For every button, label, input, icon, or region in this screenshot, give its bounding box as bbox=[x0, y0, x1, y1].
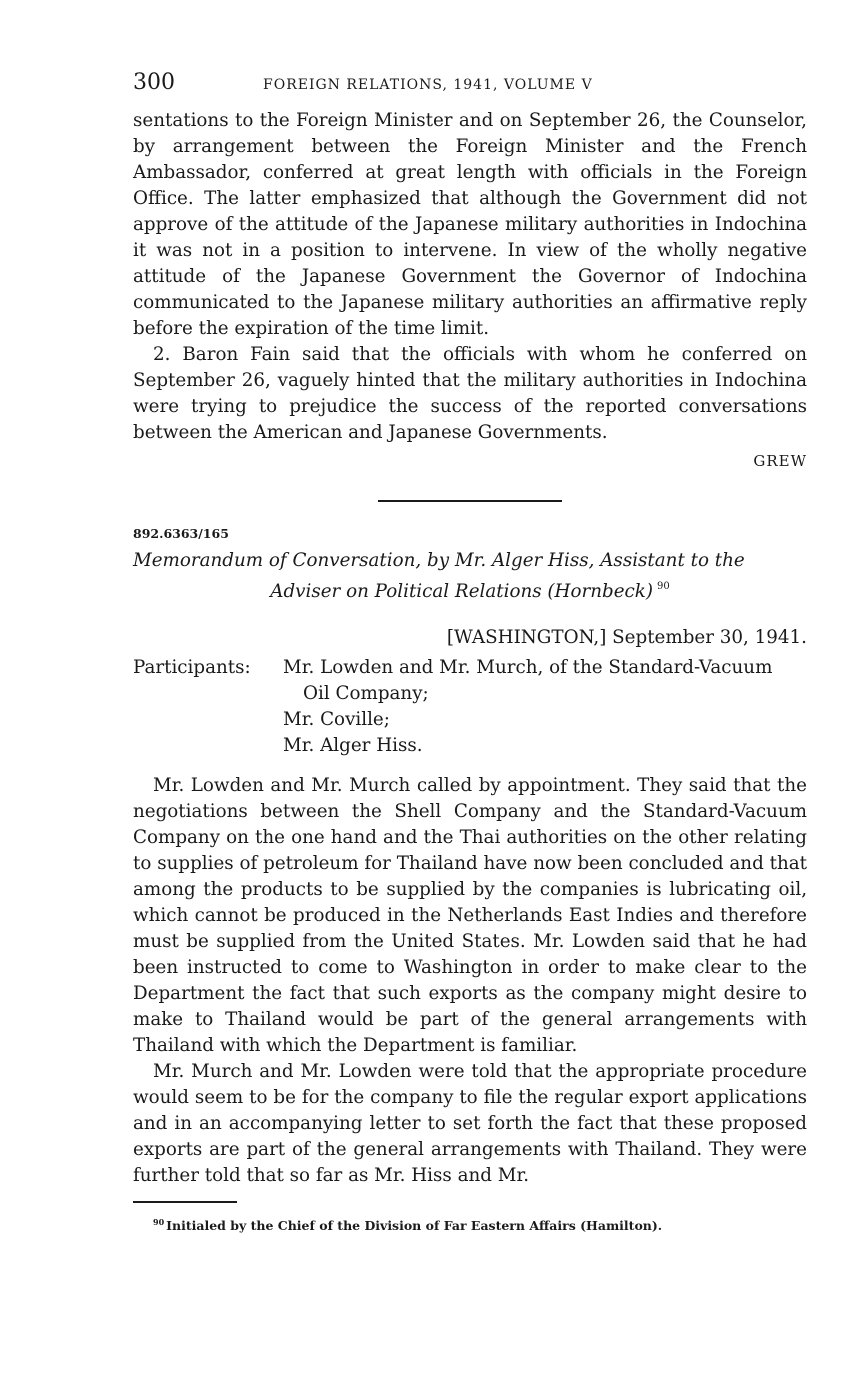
previous-paragraph-2: 2. Baron Fain said that the officials with whom he conferred on September 26, vaguely hinted that the military authorities in Indochina were trying to prejudice the success of the reported conversations between the American and Japanese Governments. bbox=[133, 344, 807, 443]
participants-list bbox=[283, 655, 807, 759]
memorandum-paragraph-1: Mr. Lowden and Mr. Murch called by appointment. They said that the negotiations between the Shell Company and the Standard-Vacuum Company on the one hand and the Thai authorities on the other relating to supplies of petroleum for Thailand have now been concluded and that among the products to be supplied by the companies is lubricating oil, which cannot be produced in the Netherlands East Indies and therefore must be supplied from the United States. Mr. Lowden said that he had been instructed to come to Washington in order to make clear to the Department the fact that such exports as the company might desire to make to Thailand would be part of the general arrangements with Thailand with which the Department is familiar. bbox=[133, 775, 807, 1056]
participants-label: Participants: bbox=[133, 657, 251, 678]
file-number: 892.6363/165 bbox=[133, 526, 229, 541]
participant-line: Mr. Coville; bbox=[283, 709, 390, 730]
footnote-text: Initialed by the Chief of the Division of Far Eastern Affairs (Hamilton). bbox=[166, 1218, 663, 1233]
participant-line: Oil Company; bbox=[303, 683, 429, 704]
footnote-divider bbox=[133, 1201, 237, 1203]
page-header bbox=[133, 70, 807, 108]
participants-block bbox=[133, 655, 807, 759]
memorandum-paragraph-2: Mr. Murch and Mr. Lowden were told that the appropriate procedure would seem to be for the company to file the regular export applications and in an accompanying letter to set forth the fact that these proposed exports are part of the general arrangements with Thailand. They were further told that so far as Mr. Hiss and Mr. bbox=[133, 1061, 807, 1186]
signature: GREW bbox=[753, 452, 807, 470]
participant-line: Mr. Alger Hiss. bbox=[283, 735, 423, 756]
footnote-marker: 90 bbox=[153, 1217, 165, 1227]
section-divider bbox=[378, 500, 562, 502]
memorandum-title bbox=[133, 548, 807, 605]
document-page bbox=[133, 70, 807, 1233]
memorandum-title-line-1: Memorandum of Conversation, by Mr. Alger Hiss, Assistant to the bbox=[133, 550, 745, 571]
previous-paragraph-1: sentations to the Foreign Minister and on September 26, the Counselor, by arrangement between the Foreign Minister and the French Ambassador, conferred at great length with officials in the Foreign Office. The latter emphasized that although the Government did not approve of the attitude of the Japanese military authorities in Indochina it was not in a position to intervene. In view of the wholly negative attitude of the Japanese Government the Governor of Indochina communicated to the Japanese military authorities an affirmative reply before the expiration of the time limit. bbox=[133, 110, 807, 339]
page-number: 300 bbox=[133, 70, 175, 95]
participant-line: Mr. Lowden and Mr. Murch, of the Standard-Vacuum bbox=[283, 657, 773, 678]
place-date: [WASHINGTON,] September 30, 1941. bbox=[446, 627, 807, 648]
footnote bbox=[133, 1217, 807, 1233]
footnote-reference: 90 bbox=[657, 581, 670, 592]
running-head: FOREIGN RELATIONS, 1941, VOLUME V bbox=[263, 77, 593, 93]
memorandum-title-line-2: Adviser on Political Relations (Hornbeck) bbox=[270, 581, 653, 602]
